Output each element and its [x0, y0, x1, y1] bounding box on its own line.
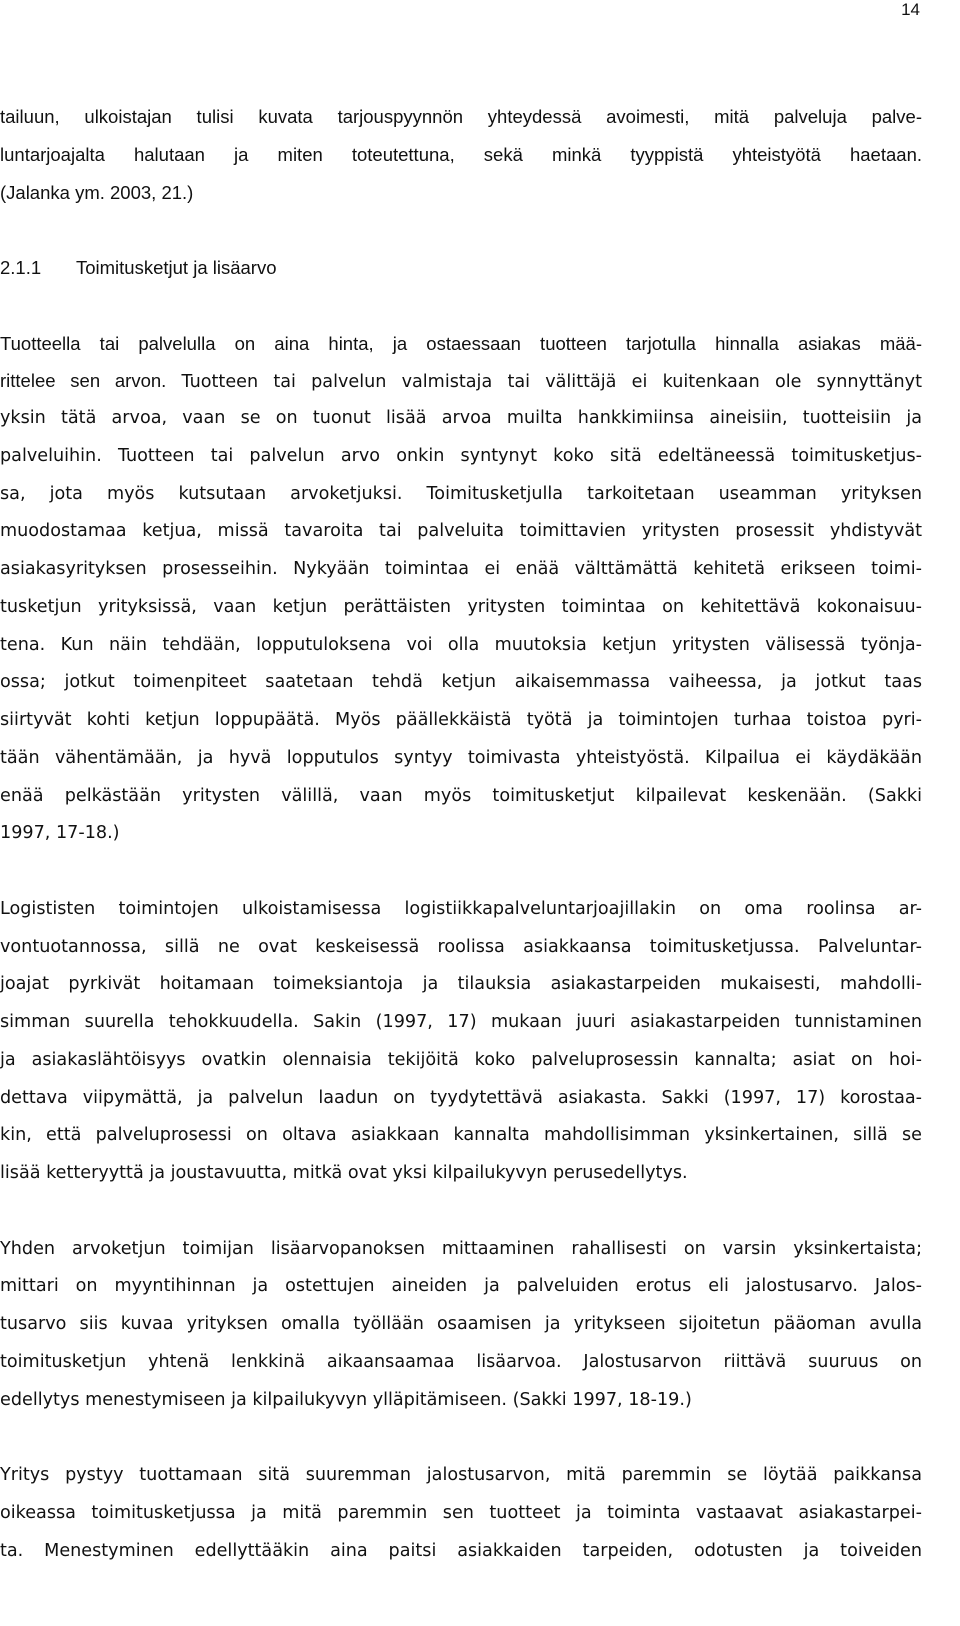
text-line: Tuotteella tai palvelulla on aina hinta, ja ostaessaan tuotteen tarjotulla hinnalla asiakas mää-: [0, 332, 922, 354]
text-line: ossa; jotkut toimenpiteet saatetaan tehdä ketjun aikaisemmassa vaiheessa, ja jotkut taas: [0, 672, 922, 693]
text-line: toimitusketjun yhtenä lenkkinä aikaansaamaa lisäarvoa. Jalostusarvon riittävä suuruus on: [0, 1351, 922, 1372]
text-line: muodostamaa ketjua, missä tavaroita tai palveluita toimittavien yritysten prosessit yhdistyvät: [0, 521, 922, 542]
text-line: 1997, 17-18.): [0, 823, 120, 844]
text-line: Logististen toimintojen ulkoistamisessa logistiikkapalveluntarjoajillakin on oma roolinsa ar-: [0, 898, 922, 919]
text-line: siirtyvät kohti ketjun loppupäätä. Myös päällekkäistä työtä ja toimintojen turhaa toistoa pyri-: [0, 710, 922, 730]
paragraph-gap: [0, 853, 922, 891]
text-line: edellytys menestymiseen ja kilpailukyvyn ylläpitämiseen. (Sakki 1997, 18-19.): [0, 1389, 692, 1410]
text-line: lisää ketteryyttä ja joustavuutta, mitkä ovat yksi kilpailukyvyn perusedellytys.: [0, 1163, 688, 1183]
text-line: simman suurella tehokkuudella. Sakin (1997, 17) mukaan juuri asiakastarpeiden tunnistaminen: [0, 1012, 922, 1032]
text-line: tusarvo siis kuvaa yrityksen omalla työllään osaamisen ja yritykseen sijoitetun pääoman avulla: [0, 1314, 922, 1334]
text-line: mittari on myyntihinnan ja ostettujen aineiden ja palveluiden erotus eli jalostusarvo. Jalos-: [0, 1276, 922, 1297]
section-heading: [0, 249, 922, 287]
text-line: luntarjoajalta halutaan ja miten toteutettuna, sekä minkä tyyppistä yhteistyötä haetaan.: [0, 143, 922, 165]
text-line: tena. Kun näin tehdään, lopputuloksena voi olla muutoksia ketjun yritysten välisessä työnja-: [0, 634, 922, 655]
text-line: joajat pyrkivät hoitamaan toimeksiantoja ja tilauksia asiakastarpeiden mukaisesti, mahdolli-: [0, 974, 922, 995]
text-segment: Tuotteen tai palvelun valmistaja tai välittäjä ei kuitenkaan ole synnyttänyt: [181, 372, 922, 393]
section-title: Toimitusketjut ja lisäarvo: [76, 257, 277, 278]
section-number: 2.1.1: [0, 257, 42, 278]
text-line: oikeassa toimitusketjussa ja mitä paremmin sen tuotteet ja toiminta vastaavat asiakastarpei-: [0, 1502, 922, 1523]
text-line: ta. Menestyminen edellyttääkin aina paitsi asiakkaiden tarpeiden, odotusten ja toiveiden: [0, 1540, 922, 1561]
text-line: Yritys pystyy tuottamaan sitä suuremman jalostusarvon, mitä paremmin se löytää paikkansa: [0, 1465, 922, 1485]
text-line: tusketjun yrityksissä, vaan ketjun perättäisten yritysten toimintaa on kehitettävä kokonaisuu-: [0, 596, 922, 617]
text-segment: rittelee sen arvon.: [0, 370, 167, 392]
text-line: palveluihin. Tuotteen tai palvelun arvo onkin syntynyt koko sitä edeltäneessä toimitusketjus-: [0, 445, 922, 466]
text-line: ja asiakaslähtöisyys ovatkin olennaisia tekijöitä koko palveluprosessin kannalta; asiat on hoi-: [0, 1049, 922, 1070]
text-line: sa, jota myös kutsutaan arvoketjuksi. Toimitusketjulla tarkoitetaan useamman yrityksen: [0, 483, 922, 504]
paragraph-gap: [0, 1193, 922, 1231]
text-line: Yhden arvoketjun toimijan lisäarvopanoksen mittaaminen rahallisesti on varsin yksinkertaista;: [0, 1238, 922, 1259]
paragraph-gap: [0, 287, 922, 325]
text-line: (Jalanka ym. 2003, 21.): [0, 181, 194, 203]
paragraph-gap: [0, 1419, 922, 1457]
text-line: tään vähentämään, ja hyvä lopputulos syntyy toimivasta yhteistyöstä. Kilpailua ei käydäkään: [0, 747, 922, 768]
text-line: [0, 362, 922, 400]
text-line: tailuun, ulkoistajan tulisi kuvata tarjouspyynnön yhteydessä avoimesti, mitä palveluja palve-: [0, 106, 922, 127]
text-line: yksin tätä arvoa, vaan se on tuonut lisää arvoa muilta hankkimiinsa aineisiin, tuotteisiin ja: [0, 408, 922, 428]
text-line: dettava viipymättä, ja palvelun laadun on tyydytettävä asiakasta. Sakki (1997, 17) korostaa-: [0, 1087, 922, 1108]
text-line: enää pelkästään yritysten välillä, vaan myös toimitusketjut kilpailevat keskenään. (Sakki: [0, 785, 922, 806]
text-line: vontuotannossa, sillä ne ovat keskeisessä roolissa asiakkaansa toimitusketjussa. Palveluntar-: [0, 936, 922, 957]
text-line: kin, että palveluprosessi on oltava asiakkaan kannalta mahdollisimman yksinkertainen, sillä se: [0, 1125, 922, 1146]
text-line: asiakasyrityksen prosesseihin. Nykyään toimintaa ei enää välttämättä kehitetä erikseen toimi-: [0, 559, 922, 579]
page-body: [0, 98, 922, 1570]
paragraph-gap: [0, 211, 922, 249]
page-number: 14: [901, 0, 920, 19]
